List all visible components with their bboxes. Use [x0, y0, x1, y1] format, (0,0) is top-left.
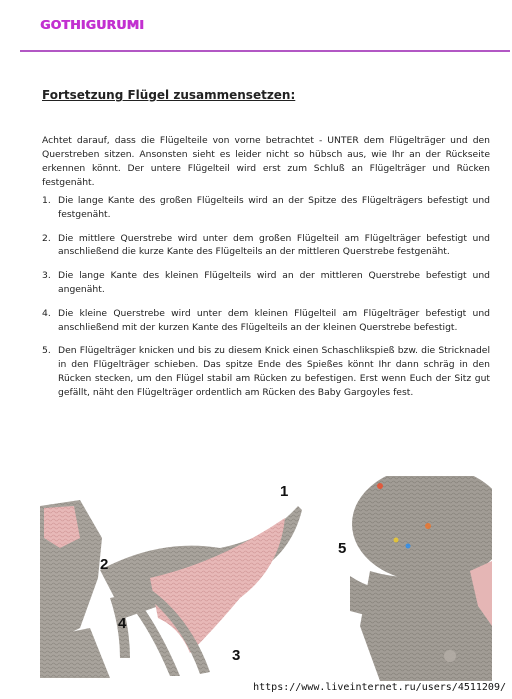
header-divider: [20, 50, 510, 52]
step-text: Den Flügelträger knicken und bis zu diesem Knick einen Schaschlikspieß bzw. die Stricknadel in den Flügelträger schieben. Das spitze Ende des Spießes könnt Ihr dann schräg in den Rücken stecken, um den Flügel stabil am Rücken zu befestigen. Erst wenn Euch der Sitz gut gefällt, näht den Flügelträger ordentlich am Rücken des Baby Gargoyles fest.: [58, 345, 490, 398]
photo-label-1: 1: [280, 483, 289, 500]
watermark-url[interactable]: https://www.liveinternet.ru/users/4511209/: [253, 682, 506, 693]
step-number: 2.: [42, 232, 51, 244]
list-item: [42, 232, 490, 260]
list-item: [42, 194, 490, 222]
step-text: Die kleine Querstrebe wird unter dem kleinen Flügelteil am Flügelträger befestigt und anschließend mit der kurzen Kante des Flügelteils an der kleinen Querstrebe befestigt.: [58, 307, 490, 333]
list-item: [42, 344, 490, 399]
wing-assembly-photo: [40, 478, 310, 678]
photo-label-3: 3: [232, 647, 241, 664]
photo-label-2: 2: [100, 556, 109, 573]
list-item: [42, 269, 490, 297]
step-number: 1.: [42, 195, 51, 206]
page-header: [0, 0, 512, 56]
brand-logo: GOTHIGURUMI: [40, 17, 145, 32]
gargoyle-back-illustration: [350, 476, 492, 681]
photo-label-5: 5: [338, 540, 347, 557]
photo-label-4: 4: [118, 615, 127, 632]
intro-paragraph: Achtet darauf, dass die Flügelteile von vorne betrachtet - UNTER dem Flügelträger und den Querstreben sitzen. Ansonsten sieht es leider nicht so hübsch aus, wie Ihr an der Rückseite erkennen könnt. Der untere Flügelteil wird erst zum Schluß an Flügelträger und Rücken festgenäht.: [42, 135, 490, 188]
step-number: 3.: [42, 270, 51, 282]
step-number: 4.: [42, 307, 51, 319]
section-title: Fortsetzung Flügel zusammensetzen:: [42, 88, 296, 102]
step-text: Die lange Kante des großen Flügelteils wird an der Spitze des Flügelträgers befestigt und festgenäht.: [58, 195, 490, 220]
step-text: Die lange Kante des kleinen Flügelteils wird an der mittleren Querstrebe befestigt und angenäht.: [58, 270, 490, 295]
step-text: Die mittlere Querstrebe wird unter dem großen Flügelteil am Flügelträger befestigt und anschließend die kurze Kante des Flügelteils an der mittleren Querstrebe festgenäht.: [58, 232, 490, 258]
list-item: [42, 307, 490, 335]
back-view-photo: [350, 476, 492, 681]
step-number: 5.: [42, 345, 51, 357]
instruction-list: [42, 194, 490, 410]
wing-illustration: [40, 478, 310, 678]
